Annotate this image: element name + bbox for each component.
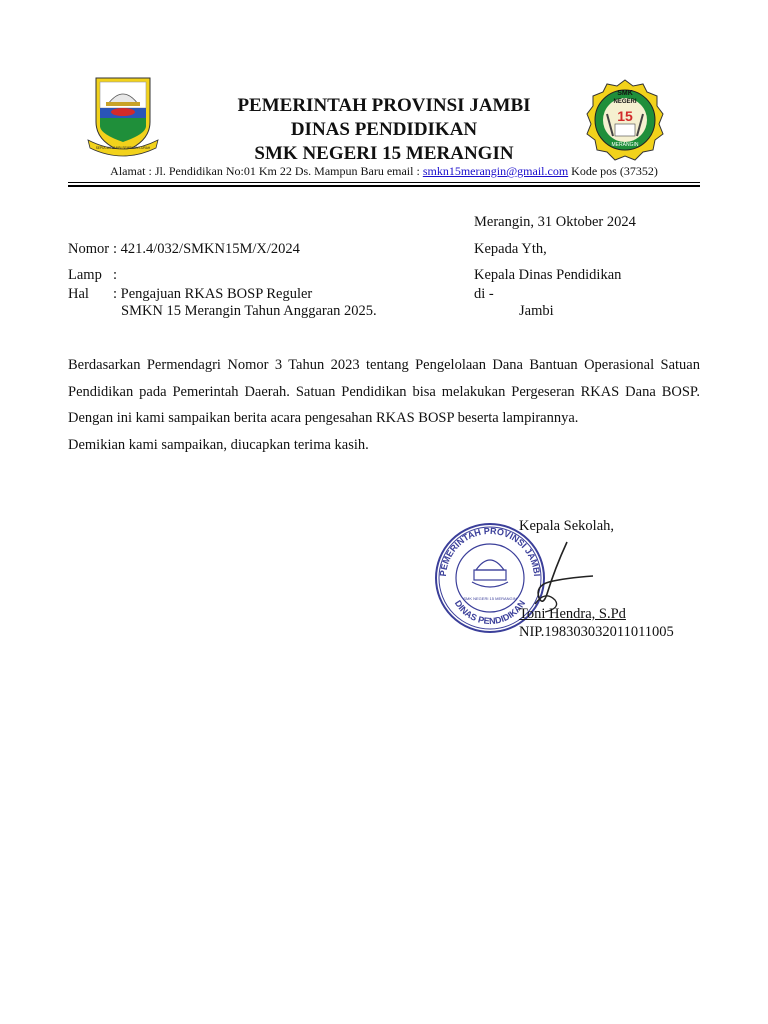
stamp-outer-text: PEMERINTAH PROVINSI JAMBI: [437, 525, 542, 577]
body-line-3: Dengan ini kami sampaikan berita acara pengesahan RKAS BOSP beserta lampirannya.: [68, 410, 579, 426]
hal-value-2: SMKN 15 Merangin Tahun Anggaran 2025.: [121, 303, 377, 319]
place-date: Merangin, 31 Oktober 2024: [474, 214, 636, 230]
hal-value-1: : Pengajuan RKAS BOSP Reguler: [113, 286, 313, 302]
header-divider-thick: [68, 185, 700, 187]
nomor-value: : 421.4/032/SMKN15M/X/2024: [113, 241, 300, 257]
letterhead-line-2: DINAS PENDIDIKAN: [290, 119, 478, 140]
address-line: [68, 164, 700, 179]
signatory-nip: NIP.198303032011011005: [519, 624, 674, 640]
logo-smk-text: SMK: [617, 90, 633, 97]
address-text: Alamat : Jl. Pendidikan No:01 Km 22 Ds. Mampun Baru email :: [110, 164, 423, 178]
lamp-value: :: [113, 267, 118, 283]
signatory-title: Kepala Sekolah,: [519, 518, 615, 534]
letter-body: [68, 352, 708, 458]
hal-label: Hal: [68, 286, 89, 302]
body-line-1: Berdasarkan Permendagri Nomor 3 Tahun 2023 tentang Pengelolaan Dana Bantuan Operasional Satuan: [68, 357, 700, 373]
stamp-inner-text: SMK NEGERI 15 MERANGIN: [463, 596, 517, 601]
body-line-2: Pendidikan pada Pemerintah Daerah. Satuan Pendidikan bisa melakukan Pergeseran RKAS Dana BOSP.: [68, 383, 700, 400]
province-jambi-logo: [86, 76, 160, 160]
addressee-city: Jambi: [519, 303, 554, 319]
addressee-salutation: Kepada Yth,: [474, 241, 547, 257]
logo-negeri-text: NEGERI: [613, 99, 637, 105]
lamp-label: Lamp: [68, 267, 102, 283]
nomor-label: Nomor: [68, 241, 110, 257]
postal-code: Kode pos (37352): [568, 164, 658, 178]
email-link[interactable]: smkn15merangin@gmail.com: [422, 164, 569, 178]
logo-number: 15: [617, 108, 633, 124]
logo-motto: SEPUCUK JAMBI SEMBILAN LURAH: [95, 146, 151, 150]
letterhead-line-1: PEMERINTAH PROVINSI JAMBI: [237, 95, 531, 116]
letterhead-line-3: SMK NEGERI 15 MERANGIN: [254, 143, 514, 164]
body-line-4: Demikian kami sampaikan, diucapkan terima kasih.: [68, 436, 369, 453]
smk-negeri-15-logo: [583, 78, 667, 162]
addressee-di: di -: [474, 286, 494, 302]
logo-merangin-text: MERANGIN: [611, 142, 639, 148]
signatory-name: Toni Hendra, S.Pd: [519, 606, 626, 622]
header-divider-thin: [68, 182, 700, 183]
stamp-bottom-text: DINAS PENDIDIKAN: [452, 598, 528, 627]
addressee-title: Kepala Dinas Pendidikan: [474, 267, 622, 283]
